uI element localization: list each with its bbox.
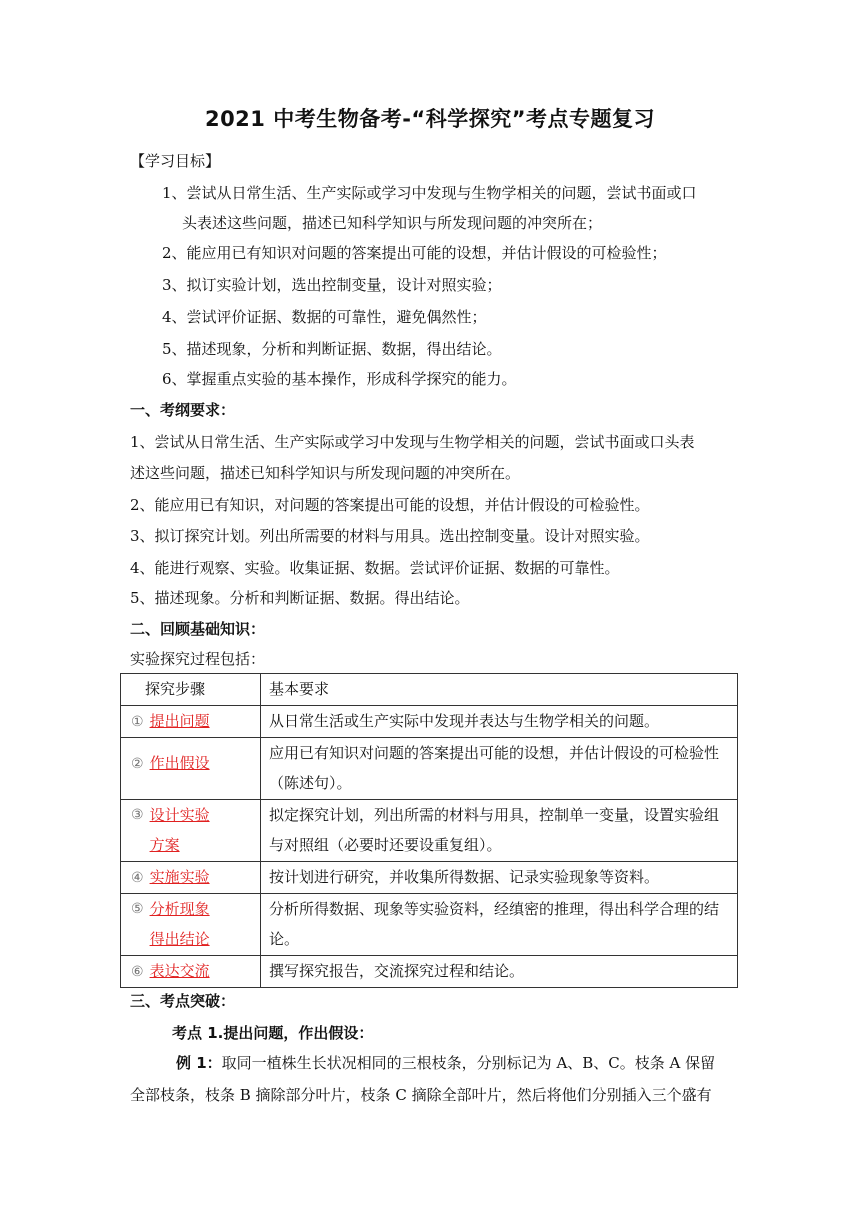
header-requirement: 基本要求 bbox=[261, 674, 738, 706]
step-number: ① bbox=[131, 714, 144, 730]
table-row bbox=[121, 894, 738, 956]
header-step: 探究步骤 bbox=[121, 674, 261, 706]
example-line bbox=[176, 1052, 715, 1074]
objective-item: 头表述这些问题，描述已知科学知识与所发现问题的冲突所在； bbox=[182, 214, 603, 232]
step-requirement: 分析所得数据、现象等实验资料，经缜密的推理，得出科学合理的结论。 bbox=[261, 894, 738, 956]
step-name: 实施实验 bbox=[149, 868, 210, 886]
step-requirement: 按计划进行研究，并收集所得数据、记录实验现象等资料。 bbox=[261, 862, 738, 894]
step-name: 分析现象得出结论 bbox=[149, 900, 210, 948]
section-heading: 一、考纲要求： bbox=[130, 401, 236, 419]
objective-item: 5、描述现象，分析和判断证据、数据，得出结论。 bbox=[162, 340, 502, 358]
table-row bbox=[121, 956, 738, 988]
objective-item: 4、尝试评价证据、数据的可靠性，避免偶然性； bbox=[162, 308, 487, 326]
example-label: 例 1： bbox=[176, 1054, 222, 1072]
step-requirement: 从日常生活或生产实际中发现并表达与生物学相关的问题。 bbox=[261, 706, 738, 738]
page-title: 2021 中考生物备考-“科学探究”考点专题复习 bbox=[204, 107, 656, 131]
step-requirement: 撰写探究报告，交流探究过程和结论。 bbox=[261, 956, 738, 988]
objective-item: 1、尝试从日常生活、生产实际或学习中发现与生物学相关的问题，尝试书面或口 bbox=[162, 184, 697, 202]
objectives-heading: 【学习目标】 bbox=[130, 152, 221, 170]
example-text: 取同一植株生长状况相同的三根枝条，分别标记为 A、B、C。枝条 A 保留 bbox=[221, 1054, 716, 1072]
table-header-row bbox=[121, 674, 738, 706]
step-number: ④ bbox=[131, 870, 144, 886]
section-heading: 三、考点突破： bbox=[130, 992, 236, 1010]
objective-item: 2、能应用已有知识对问题的答案提出可能的设想，并估计假设的可检验性； bbox=[162, 244, 667, 262]
step-name: 作出假设 bbox=[149, 754, 210, 772]
step-requirement: 应用已有知识对问题的答案提出可能的设想，并估计假设的可检验性（陈述句）。 bbox=[261, 738, 738, 800]
example-line: 全部枝条，枝条 B 摘除部分叶片，枝条 C 摘除全部叶片，然后将他们分别插入三个盛有 bbox=[130, 1086, 712, 1104]
step-number: ③ bbox=[131, 807, 144, 823]
section-heading: 二、回顾基础知识： bbox=[130, 620, 266, 638]
exam-point-title: 考点 1.提出问题，作出假设： bbox=[172, 1024, 374, 1042]
syllabus-line: 2、能应用已有知识，对问题的答案提出可能的设想，并估计假设的可检验性。 bbox=[130, 496, 650, 514]
table-row bbox=[121, 738, 738, 800]
objective-item: 3、拟订实验计划，选出控制变量，设计对照实验； bbox=[162, 276, 502, 294]
step-name: 设计实验方案 bbox=[149, 806, 210, 854]
objective-item: 6、掌握重点实验的基本操作，形成科学探究的能力。 bbox=[162, 370, 517, 388]
step-requirement: 拟定探究计划，列出所需的材料与用具，控制单一变量，设置实验组与对照组（必要时还要设重复组）。 bbox=[261, 800, 738, 862]
step-name: 提出问题 bbox=[149, 712, 210, 730]
syllabus-line: 3、拟订探究计划。列出所需要的材料与用具。选出控制变量。设计对照实验。 bbox=[130, 527, 650, 545]
syllabus-line: 1、尝试从日常生活、生产实际或学习中发现与生物学相关的问题，尝试书面或口头表 bbox=[130, 433, 695, 451]
syllabus-line: 述这些问题，描述已知科学知识与所发现问题的冲突所在。 bbox=[130, 464, 521, 482]
step-number: ② bbox=[131, 756, 144, 772]
syllabus-line: 5、描述现象。分析和判断证据、数据。得出结论。 bbox=[130, 589, 470, 607]
inquiry-steps-table bbox=[120, 673, 738, 988]
step-number: ⑥ bbox=[131, 964, 144, 980]
step-name: 表达交流 bbox=[149, 962, 210, 980]
table-row bbox=[121, 800, 738, 862]
syllabus-line: 4、能进行观察、实验。收集证据、数据。尝试评价证据、数据的可靠性。 bbox=[130, 559, 620, 577]
table-row bbox=[121, 862, 738, 894]
table-row bbox=[121, 706, 738, 738]
step-number: ⑤ bbox=[131, 901, 144, 917]
table-intro: 实验探究过程包括： bbox=[130, 650, 266, 668]
